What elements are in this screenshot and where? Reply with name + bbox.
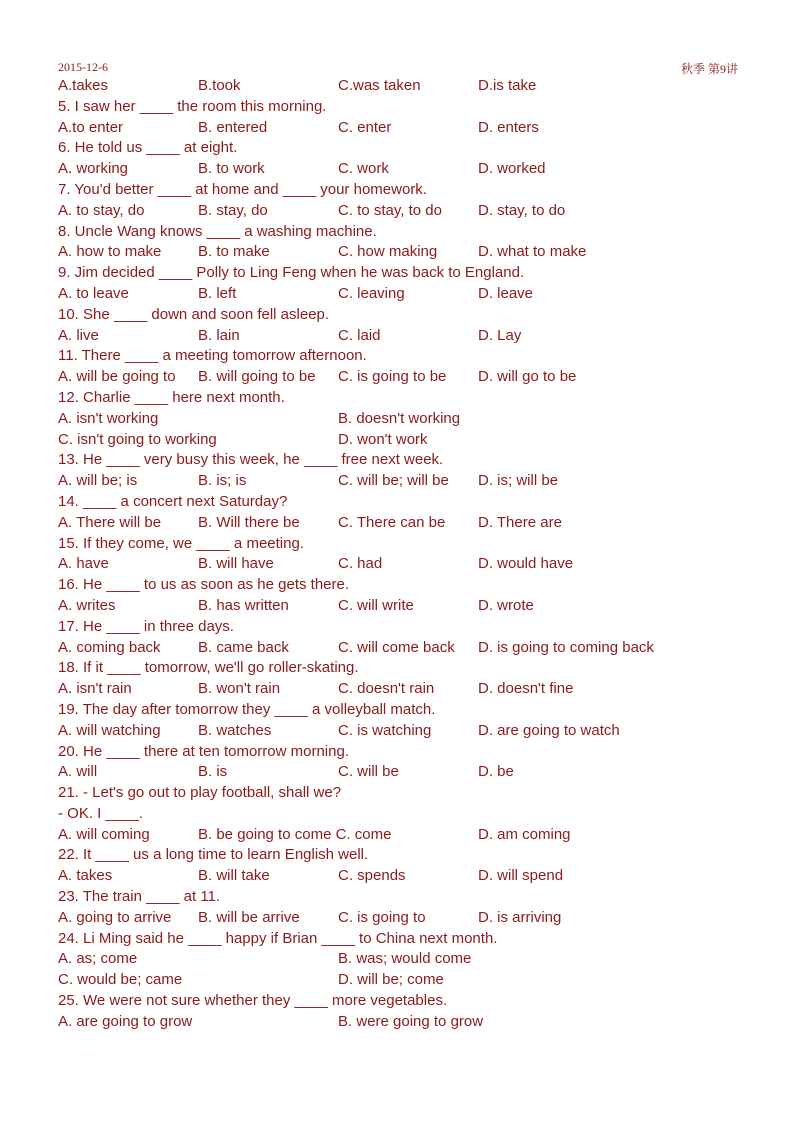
answer-option: C. laid	[338, 326, 381, 344]
answer-option: B. to make	[198, 243, 270, 261]
answer-option: A. isn't working	[58, 409, 159, 427]
answer-option: C. enter	[338, 118, 392, 136]
answer-options-row	[58, 430, 748, 451]
answer-option: D. enters	[478, 118, 539, 136]
answer-option: A. have	[58, 555, 109, 573]
question-text: 23. The train ____ at 11.	[58, 888, 221, 906]
answer-option: C. doesn't rain	[338, 680, 435, 698]
answer-option: D. doesn't fine	[478, 680, 574, 698]
answer-option: A. coming back	[58, 638, 161, 656]
answer-options-row	[58, 201, 748, 222]
answer-option: B. left	[198, 284, 237, 302]
answer-options-row	[58, 367, 748, 388]
answer-option: C.was taken	[338, 77, 421, 94]
answer-option: C. how making	[338, 243, 438, 261]
answer-options-row	[58, 513, 748, 534]
answer-option: C. will come back	[338, 638, 455, 656]
answer-option: A. will watching	[58, 721, 161, 739]
answer-option: D. would have	[478, 555, 574, 573]
answer-option: B. be going to come C. come	[198, 825, 392, 843]
answer-option: A. isn't rain	[58, 680, 132, 698]
answer-option: A. writes	[58, 596, 116, 614]
answer-option: B. to work	[198, 160, 265, 178]
answer-option: C. spends	[338, 867, 406, 885]
answer-option: D. won't work	[338, 430, 428, 448]
answer-option: B. has written	[198, 596, 289, 614]
answer-options-row	[58, 554, 748, 575]
answer-option: D. will spend	[478, 867, 564, 885]
answer-option: A. takes	[58, 867, 113, 885]
answer-option: D. wrote	[478, 596, 534, 614]
answer-option: D. am coming	[478, 825, 571, 843]
answer-option: B. will have	[198, 555, 274, 573]
answer-option: D. leave	[478, 284, 534, 302]
answer-option: B. came back	[198, 638, 289, 656]
question-text: 24. Li Ming said he ____ happy if Brian ____ to China next month.	[58, 929, 498, 947]
answer-options-row	[58, 284, 748, 305]
answer-option: C. will be	[338, 763, 399, 781]
answer-option: B. is; is	[198, 472, 247, 490]
answer-options-row	[58, 679, 748, 700]
answer-options-row	[58, 908, 748, 929]
question-text: 18. If it ____ tomorrow, we'll go roller-skating.	[58, 659, 359, 677]
answer-options-row	[58, 76, 748, 97]
answer-options-row	[58, 471, 748, 492]
answer-option: C. isn't going to working	[58, 430, 217, 448]
answer-options-row	[58, 825, 748, 846]
answer-option: B. Will there be	[198, 513, 300, 531]
question-text: 19. The day after tomorrow they ____ a volleyball match.	[58, 700, 436, 718]
exercise-content	[58, 76, 748, 1033]
answer-option: C. is going to	[338, 908, 426, 926]
answer-option: A. as; come	[58, 950, 138, 968]
answer-option: A. will be going to	[58, 368, 176, 386]
question-text: 6. He told us ____ at eight.	[58, 139, 238, 157]
question-text: 20. He ____ there at ten tomorrow morning.	[58, 742, 349, 760]
answer-option: D. be	[478, 763, 514, 781]
answer-option: D. worked	[478, 160, 546, 178]
answer-option: B. is	[198, 763, 228, 781]
answer-option: B. was; would come	[338, 950, 472, 968]
answer-options-row	[58, 970, 748, 991]
answer-options-row	[58, 866, 748, 887]
answer-options-row	[58, 242, 748, 263]
answer-option: C. will be; will be	[338, 472, 449, 490]
answer-options-row	[58, 1012, 748, 1033]
answer-option: D. are going to watch	[478, 721, 620, 739]
answer-options-row	[58, 118, 748, 139]
answer-option: D. is arriving	[478, 908, 562, 926]
answer-options-row	[58, 949, 748, 970]
question-text: 15. If they come, we ____ a meeting.	[58, 534, 304, 552]
answer-option: A. to stay, do	[58, 201, 145, 219]
answer-option: B. will be arrive	[198, 908, 300, 926]
answer-options-row	[58, 638, 748, 659]
answer-option: C. is going to be	[338, 368, 447, 386]
answer-option: C. There can be	[338, 513, 446, 531]
answer-options-row	[58, 596, 748, 617]
answer-option: C. would be; came	[58, 971, 183, 989]
answer-option: C. to stay, to do	[338, 201, 442, 219]
header-date: 2015-12-6	[58, 60, 108, 74]
answer-option: B. doesn't working	[338, 409, 461, 427]
answer-option	[338, 825, 478, 846]
answer-option: D. will be; come	[338, 971, 444, 989]
question-text: 13. He ____ very busy this week, he ____ free next week.	[58, 451, 444, 469]
answer-options-row	[58, 326, 748, 347]
answer-option: D. is going to coming back	[478, 638, 654, 656]
answer-option: D. There are	[478, 513, 562, 531]
header-lesson: 秋季 第9讲	[680, 62, 738, 76]
answer-option: A. live	[58, 326, 99, 344]
question-text: 12. Charlie ____ here next month.	[58, 388, 285, 406]
answer-options-row	[58, 409, 748, 430]
question-text: 9. Jim decided ____ Polly to Ling Feng when he was back to England.	[58, 264, 525, 282]
answer-option: D. will go to be	[478, 368, 577, 386]
question-text: - OK. I ____.	[58, 804, 144, 822]
answer-option: C. is watching	[338, 721, 432, 739]
answer-option: A. to leave	[58, 284, 129, 302]
question-text: 14. ____ a concert next Saturday?	[58, 492, 288, 510]
answer-option: A. how to make	[58, 243, 162, 261]
answer-option: B. entered	[198, 118, 268, 136]
answer-option: C. work	[338, 160, 389, 178]
answer-option: A. will coming	[58, 825, 150, 843]
answer-option: B. were going to grow	[338, 1012, 484, 1030]
question-text: 16. He ____ to us as soon as he gets there.	[58, 576, 350, 594]
answer-option: C. leaving	[338, 284, 405, 302]
question-text: 5. I saw her ____ the room this morning.	[58, 97, 327, 115]
answer-options-row	[58, 721, 748, 742]
answer-option: D.is take	[478, 77, 537, 94]
answer-option: A.takes	[58, 77, 109, 94]
answer-option: B. lain	[198, 326, 240, 344]
question-text: 21. - Let's go out to play football, shall we?	[58, 784, 342, 802]
answer-options-row	[58, 159, 748, 180]
question-text: 25. We were not sure whether they ____ more vegetables.	[58, 992, 448, 1010]
question-text: 10. She ____ down and soon fell asleep.	[58, 305, 330, 323]
answer-option: A. working	[58, 160, 129, 178]
answer-option: A. are going to grow	[58, 1012, 193, 1030]
answer-option: B. won't rain	[198, 680, 281, 698]
answer-option: A. going to arrive	[58, 908, 172, 926]
page-header	[58, 60, 738, 76]
answer-option: D. is; will be	[478, 472, 559, 490]
answer-option: D. what to make	[478, 243, 587, 261]
answer-option: C. had	[338, 555, 383, 573]
answer-option: A.to enter	[58, 118, 124, 136]
answer-option: D. stay, to do	[478, 201, 566, 219]
answer-option: B. stay, do	[198, 201, 268, 219]
answer-option: B. watches	[198, 721, 272, 739]
answer-option: A. will be; is	[58, 472, 138, 490]
answer-option: B.took	[198, 77, 241, 94]
answer-option: B. will going to be	[198, 368, 316, 386]
question-text: 17. He ____ in three days.	[58, 617, 234, 635]
answer-option: C. will write	[338, 596, 414, 614]
question-text: 22. It ____ us a long time to learn English well.	[58, 846, 369, 864]
answer-option: B. will take	[198, 867, 270, 885]
answer-option: A. There will be	[58, 513, 162, 531]
question-text: 11. There ____ a meeting tomorrow afternoon.	[58, 347, 367, 365]
answer-option: A. will	[58, 763, 98, 781]
question-text: 8. Uncle Wang knows ____ a washing machine.	[58, 222, 377, 240]
question-text: 7. You'd better ____ at home and ____ your homework.	[58, 180, 427, 198]
answer-options-row	[58, 762, 748, 783]
answer-option: D. Lay	[478, 326, 522, 344]
